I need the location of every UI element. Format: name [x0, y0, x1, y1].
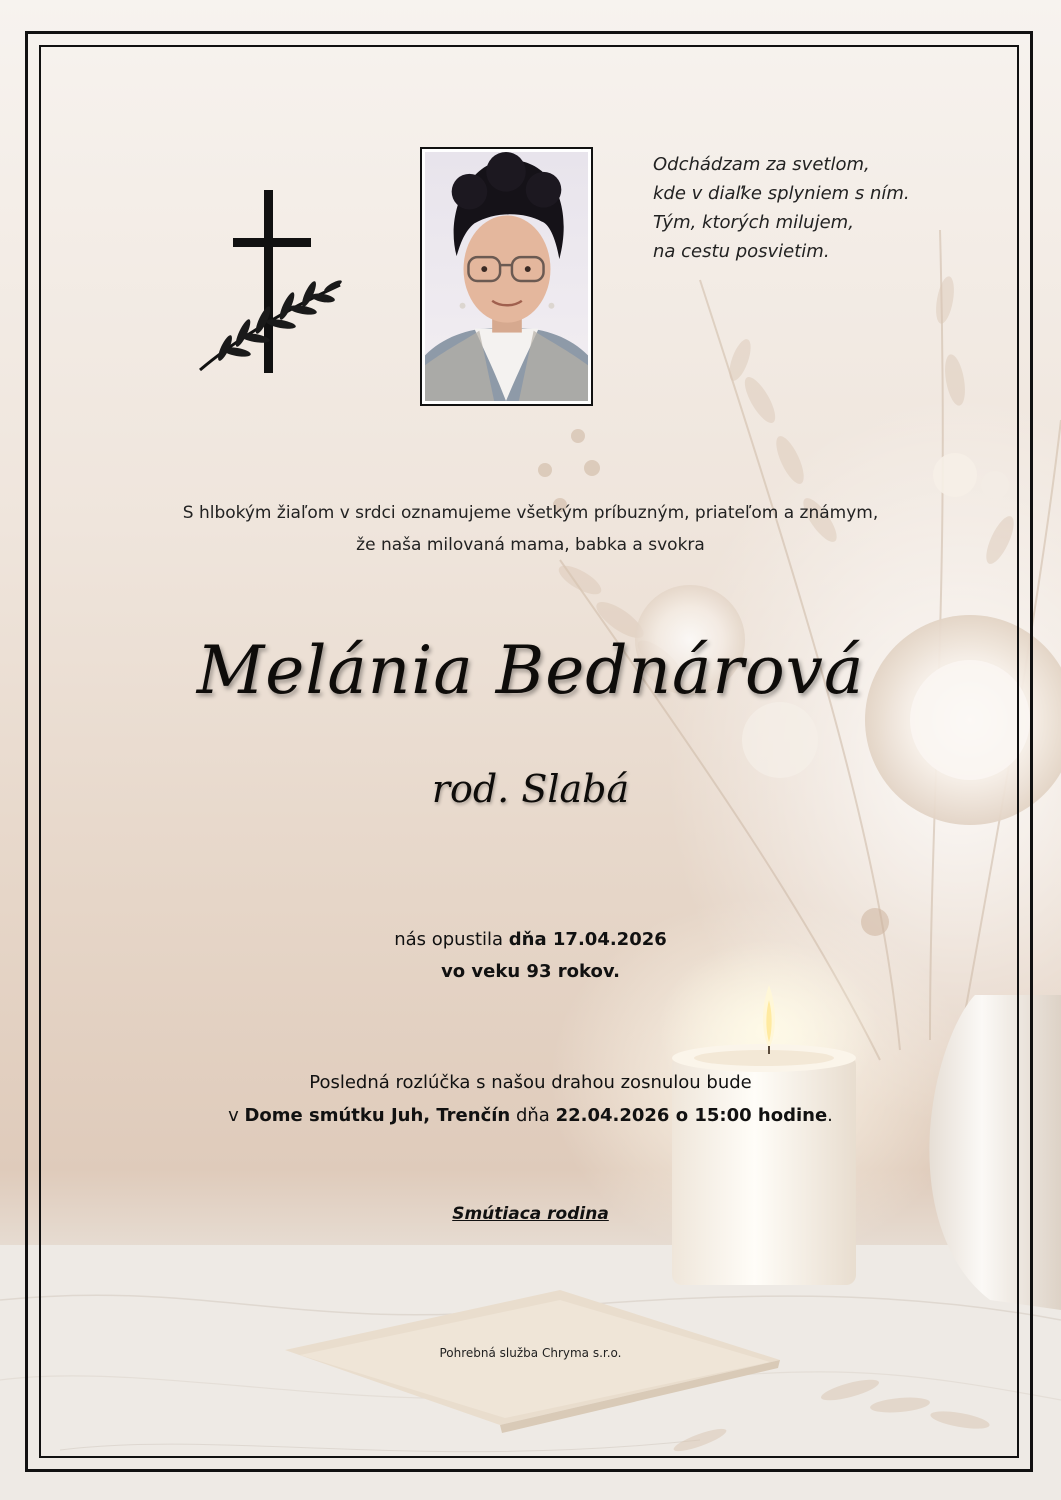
- farewell-datetime: 22.04.2026 o 15:00 hodine: [555, 1105, 828, 1126]
- death-info: [0, 924, 1061, 988]
- farewell-place: Dome smútku Juh, Trenčín: [244, 1105, 511, 1126]
- death-prefix: nás opustila: [394, 929, 504, 950]
- poem-line: Tým, ktorých milujem,: [653, 212, 854, 233]
- portrait-image: [425, 152, 588, 401]
- farewell-prefix: v: [228, 1105, 239, 1126]
- announcement-line-2: že naša milovaná mama, babka a svokra: [356, 535, 705, 555]
- death-date: dňa 17.04.2026: [508, 929, 667, 950]
- funeral-service: Pohrebná služba Chryma s.r.o.: [439, 1346, 622, 1360]
- portrait-photo: [420, 147, 593, 406]
- deceased-name: Melánia Bednárová: [196, 632, 865, 709]
- death-age: vo veku 93 rokov.: [441, 961, 620, 982]
- poem-line: Odchádzam za svetlom,: [653, 154, 870, 175]
- farewell-line-1: Posledná rozlúčka s našou drahou zosnulou bude: [309, 1072, 752, 1093]
- maiden-name: rod. Slabá: [431, 767, 630, 811]
- announcement-text: [0, 497, 1061, 561]
- signature: Smútiaca rodina: [452, 1204, 609, 1224]
- announcement-line-1: S hlbokým žiaľom v srdci oznamujeme všetkým príbuzným, priateľom a známym,: [182, 503, 879, 523]
- poem-line: kde v diaľke splyniem s ním.: [653, 183, 910, 204]
- farewell-info: [0, 1066, 1061, 1132]
- cross-icon: [195, 190, 345, 380]
- poem-line: na cestu posvietim.: [653, 241, 830, 262]
- farewell-mid: dňa: [515, 1105, 550, 1126]
- poem: [653, 150, 983, 266]
- farewell-suffix: .: [827, 1105, 833, 1126]
